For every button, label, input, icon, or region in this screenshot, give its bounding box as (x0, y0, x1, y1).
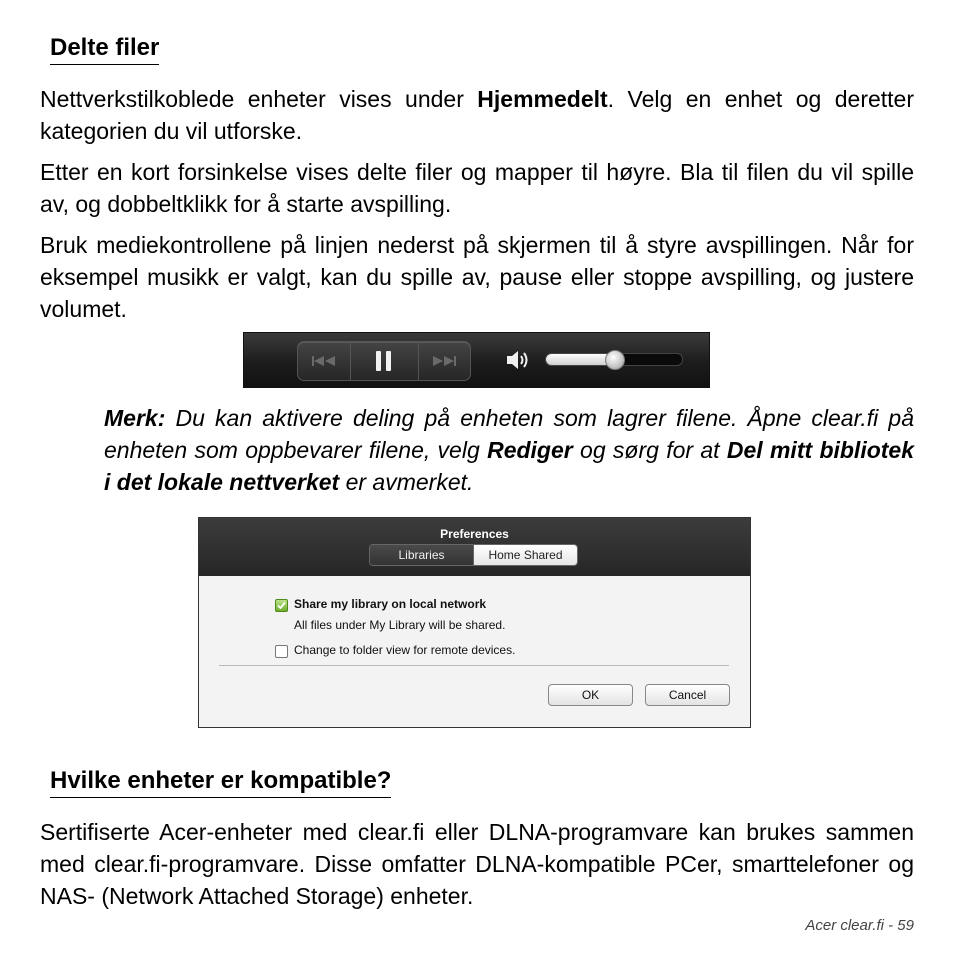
paragraph-compatible-devices: Sertifiserte Acer-enheter med clear.fi eller DLNA-programvare kan brukes sammen med clear.fi-programvare. Disse omfatter DLNA-kompatible PCer, smarttelefoner og NAS- (Network Attached Storage) enheter. (40, 819, 914, 909)
page-footer: Acer clear.fi - 59 (805, 917, 914, 934)
dialog-title: Preferences (440, 527, 509, 541)
section-heading-compatible-devices: Hvilke enheter er kompatible? (50, 767, 391, 798)
share-library-description: All files under My Library will be shared. (294, 618, 506, 632)
bold-term-share-library: Del mitt bibliotek i det lokale nettverket (104, 437, 915, 495)
pause-icon (375, 350, 393, 372)
next-icon (431, 355, 457, 367)
media-control-bar (243, 332, 710, 388)
bold-term-rediger: Rediger (487, 437, 573, 463)
note-paragraph (104, 402, 914, 498)
paragraph-shared-files: Etter en kort forsinkelse vises delte filer og mapper til høyre. Bla til filen du vil spille av, og dobbeltklikk for å starte avspilling. (40, 159, 914, 217)
dialog-tabs (369, 544, 578, 566)
share-library-label: Share my library on local network (294, 597, 487, 611)
text: og sørg for at (572, 437, 727, 463)
preferences-dialog (198, 517, 751, 728)
paragraph-shared-devices (40, 83, 914, 147)
dialog-divider (219, 665, 729, 666)
share-library-checkbox[interactable] (275, 599, 288, 612)
ok-button[interactable]: OK (548, 684, 633, 706)
bold-term-hjemmedelt: Hjemmedelt (477, 86, 608, 112)
text: Nettverkstilkoblede enheter vises under (40, 86, 478, 112)
cancel-button[interactable]: Cancel (645, 684, 730, 706)
section-heading-delte-filer: Delte filer (50, 34, 159, 65)
volume-slider[interactable] (545, 353, 683, 366)
text: . Velg en enhet og deretter kategorien du vil utforske. (40, 86, 914, 144)
previous-icon (311, 355, 337, 367)
folder-view-checkbox[interactable] (275, 645, 288, 658)
pause-button[interactable] (350, 342, 419, 380)
dialog-header (199, 518, 750, 576)
tab-libraries[interactable]: Libraries (370, 545, 474, 565)
tab-home-shared[interactable]: Home Shared (474, 545, 577, 565)
paragraph-media-controls: Bruk mediekontrollene på linjen nederst på skjermen til å styre avspillingen. Når for eksempel musikk er valgt, kan du spille av, pause eller stoppe avspilling, og justere volumet. (40, 232, 914, 322)
previous-button[interactable] (298, 342, 351, 380)
volume-slider-thumb[interactable] (605, 350, 625, 370)
next-button[interactable] (418, 342, 470, 380)
note-label: Merk: (104, 405, 166, 431)
checkmark-icon (276, 600, 287, 611)
text: Du kan aktivere deling på enheten som lagrer filene. Åpne clear.fi på enheten som oppbevarer filene, velg (104, 405, 914, 463)
playback-button-group (297, 341, 471, 381)
text: er avmerket. (339, 469, 474, 495)
volume-icon[interactable] (506, 349, 532, 371)
folder-view-label: Change to folder view for remote devices. (294, 643, 516, 657)
volume-slider-fill (546, 354, 614, 365)
